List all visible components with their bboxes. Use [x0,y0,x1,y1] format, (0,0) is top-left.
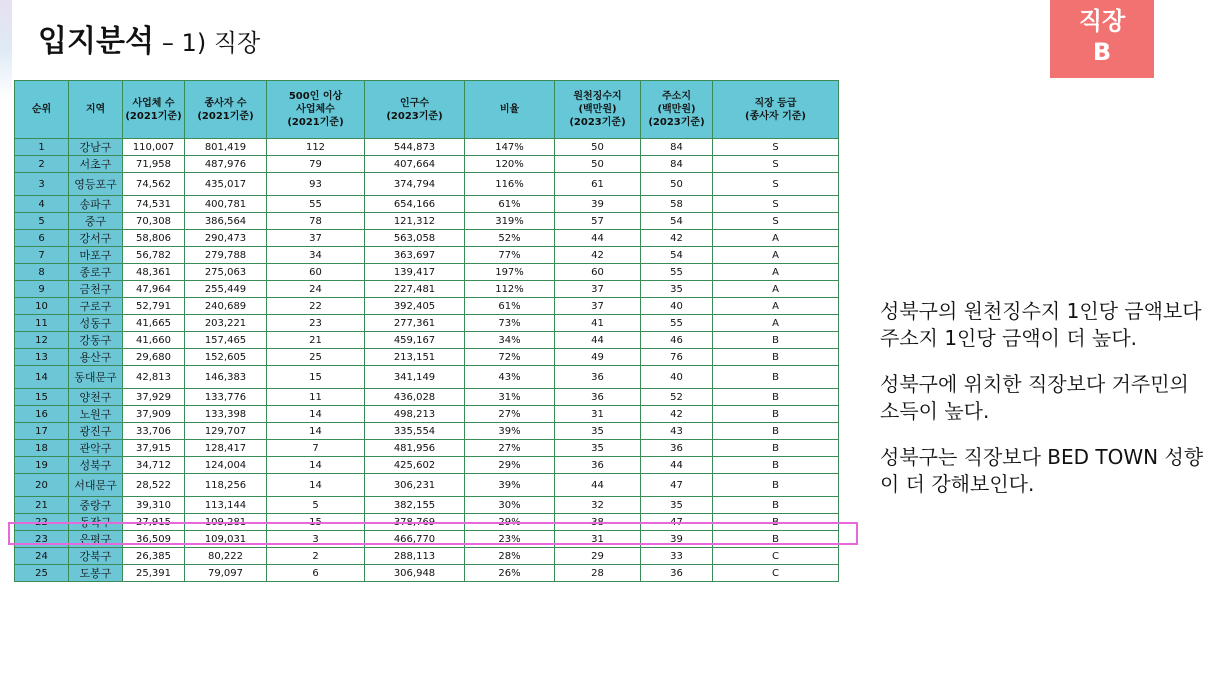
cell-job-grade: B [713,366,839,389]
cell-population: 139,417 [365,264,465,281]
cell-businesses: 47,964 [123,281,185,298]
cell-large-businesses: 2 [267,548,365,565]
cell-ratio: 52% [465,230,555,247]
cell-population: 544,873 [365,139,465,156]
cell-region: 양천구 [69,389,123,406]
cell-large-businesses: 112 [267,139,365,156]
table-row [15,281,839,298]
cell-residence: 42 [641,230,713,247]
header-businesses: 사업체 수 (2021기준) [123,81,185,139]
cell-ratio: 26% [465,565,555,582]
table-row [15,213,839,230]
table-row [15,156,839,173]
header-employees: 종사자 수 (2021기준) [185,81,267,139]
cell-employees: 152,605 [185,349,267,366]
cell-ratio: 34% [465,332,555,349]
cell-large-businesses: 14 [267,406,365,423]
table-row [15,514,839,531]
cell-job-grade: A [713,247,839,264]
cell-employees: 109,281 [185,514,267,531]
cell-businesses: 74,531 [123,196,185,213]
cell-large-businesses: 14 [267,423,365,440]
cell-job-grade: B [713,514,839,531]
cell-residence: 50 [641,173,713,196]
cell-residence: 44 [641,457,713,474]
cell-rank: 3 [15,173,69,196]
cell-residence: 47 [641,474,713,497]
cell-large-businesses: 60 [267,264,365,281]
cell-population: 288,113 [365,548,465,565]
cell-withholding: 28 [555,565,641,582]
cell-businesses: 56,782 [123,247,185,264]
cell-rank: 15 [15,389,69,406]
cell-employees: 275,063 [185,264,267,281]
cell-population: 378,769 [365,514,465,531]
cell-ratio: 147% [465,139,555,156]
cell-residence: 40 [641,298,713,315]
cell-large-businesses: 15 [267,514,365,531]
header-ratio: 비율 [465,81,555,139]
cell-job-grade: B [713,389,839,406]
cell-large-businesses: 55 [267,196,365,213]
header-withholding: 원천징수지 (백만원) (2023기준) [555,81,641,139]
table-row [15,423,839,440]
cell-region: 노원구 [69,406,123,423]
cell-employees: 487,976 [185,156,267,173]
cell-rank: 4 [15,196,69,213]
cell-withholding: 44 [555,332,641,349]
table-row [15,457,839,474]
table-row [15,389,839,406]
cell-residence: 35 [641,281,713,298]
cell-population: 374,794 [365,173,465,196]
cell-businesses: 70,308 [123,213,185,230]
table-row [15,531,839,548]
header-region: 지역 [69,81,123,139]
cell-job-grade: B [713,440,839,457]
cell-job-grade: C [713,548,839,565]
table-row [15,247,839,264]
cell-job-grade: A [713,298,839,315]
cell-withholding: 35 [555,440,641,457]
cell-ratio: 77% [465,247,555,264]
cell-ratio: 29% [465,457,555,474]
cell-rank: 23 [15,531,69,548]
cell-region: 금천구 [69,281,123,298]
cell-ratio: 27% [465,440,555,457]
table-row [15,332,839,349]
cell-employees: 124,004 [185,457,267,474]
cell-withholding: 37 [555,281,641,298]
cell-employees: 113,144 [185,497,267,514]
cell-employees: 203,221 [185,315,267,332]
cell-businesses: 29,680 [123,349,185,366]
cell-residence: 47 [641,514,713,531]
cell-region: 관악구 [69,440,123,457]
cell-rank: 25 [15,565,69,582]
table-row [15,315,839,332]
cell-job-grade: C [713,565,839,582]
note-2: 성북구에 위치한 직장보다 거주민의 소득이 높다. [880,372,1189,423]
header-job-grade: 직장 등급 (종사자 기준) [713,81,839,139]
cell-job-grade: B [713,423,839,440]
cell-residence: 39 [641,531,713,548]
cell-rank: 13 [15,349,69,366]
cell-employees: 128,417 [185,440,267,457]
cell-large-businesses: 3 [267,531,365,548]
cell-population: 341,149 [365,366,465,389]
cell-withholding: 42 [555,247,641,264]
cell-large-businesses: 15 [267,366,365,389]
cell-population: 213,151 [365,349,465,366]
cell-region: 강동구 [69,332,123,349]
cell-withholding: 57 [555,213,641,230]
cell-residence: 43 [641,423,713,440]
cell-large-businesses: 22 [267,298,365,315]
cell-employees: 133,776 [185,389,267,406]
header-population: 인구수 (2023기준) [365,81,465,139]
cell-withholding: 29 [555,548,641,565]
cell-employees: 146,383 [185,366,267,389]
cell-rank: 18 [15,440,69,457]
cell-region: 도봉구 [69,565,123,582]
cell-withholding: 37 [555,298,641,315]
cell-employees: 133,398 [185,406,267,423]
cell-job-grade: A [713,230,839,247]
cell-population: 121,312 [365,213,465,230]
cell-employees: 400,781 [185,196,267,213]
cell-residence: 40 [641,366,713,389]
note-1: 성북구의 원천징수지 1인당 금액보다 주소지 1인당 금액이 더 높다. [880,299,1202,350]
cell-job-grade: S [713,213,839,230]
cell-residence: 55 [641,315,713,332]
cell-region: 구로구 [69,298,123,315]
cell-withholding: 60 [555,264,641,281]
cell-large-businesses: 78 [267,213,365,230]
header-residence: 주소지 (백만원) (2023기준) [641,81,713,139]
cell-employees: 435,017 [185,173,267,196]
cell-region: 서초구 [69,156,123,173]
cell-businesses: 28,522 [123,474,185,497]
cell-businesses: 41,660 [123,332,185,349]
cell-businesses: 41,665 [123,315,185,332]
cell-region: 성동구 [69,315,123,332]
cell-rank: 5 [15,213,69,230]
cell-residence: 36 [641,565,713,582]
cell-region: 은평구 [69,531,123,548]
cell-job-grade: B [713,457,839,474]
cell-large-businesses: 14 [267,457,365,474]
cell-withholding: 50 [555,139,641,156]
cell-residence: 84 [641,139,713,156]
cell-job-grade: B [713,332,839,349]
cell-employees: 240,689 [185,298,267,315]
cell-rank: 11 [15,315,69,332]
cell-employees: 129,707 [185,423,267,440]
cell-job-grade: S [713,196,839,213]
cell-job-grade: A [713,281,839,298]
cell-rank: 1 [15,139,69,156]
cell-population: 407,664 [365,156,465,173]
cell-population: 459,167 [365,332,465,349]
cell-ratio: 61% [465,298,555,315]
table-row [15,406,839,423]
cell-ratio: 73% [465,315,555,332]
cell-businesses: 74,562 [123,173,185,196]
table-row [15,349,839,366]
cell-region: 종로구 [69,264,123,281]
cell-large-businesses: 5 [267,497,365,514]
header-rank: 순위 [15,81,69,139]
table-row [15,474,839,497]
cell-job-grade: B [713,531,839,548]
cell-rank: 22 [15,514,69,531]
cell-large-businesses: 21 [267,332,365,349]
cell-ratio: 43% [465,366,555,389]
cell-population: 466,770 [365,531,465,548]
cell-rank: 24 [15,548,69,565]
cell-population: 227,481 [365,281,465,298]
table-row [15,565,839,582]
cell-businesses: 25,391 [123,565,185,582]
cell-region: 서대문구 [69,474,123,497]
cell-rank: 17 [15,423,69,440]
cell-withholding: 36 [555,457,641,474]
cell-large-businesses: 14 [267,474,365,497]
cell-population: 563,058 [365,230,465,247]
cell-rank: 8 [15,264,69,281]
cell-large-businesses: 25 [267,349,365,366]
left-accent-decoration [0,0,12,100]
cell-job-grade: B [713,406,839,423]
grade-badge-label: 직장 [1078,7,1126,35]
grade-badge-value: B [1092,38,1112,66]
cell-residence: 33 [641,548,713,565]
cell-withholding: 39 [555,196,641,213]
cell-residence: 36 [641,440,713,457]
cell-ratio: 112% [465,281,555,298]
cell-businesses: 26,385 [123,548,185,565]
cell-businesses: 34,712 [123,457,185,474]
cell-population: 306,948 [365,565,465,582]
cell-region: 성북구 [69,457,123,474]
cell-rank: 20 [15,474,69,497]
cell-withholding: 36 [555,389,641,406]
cell-ratio: 31% [465,389,555,406]
cell-large-businesses: 37 [267,230,365,247]
cell-ratio: 27% [465,406,555,423]
cell-employees: 801,419 [185,139,267,156]
cell-residence: 42 [641,406,713,423]
cell-withholding: 49 [555,349,641,366]
cell-region: 마포구 [69,247,123,264]
page-title [38,16,260,60]
cell-large-businesses: 7 [267,440,365,457]
cell-employees: 118,256 [185,474,267,497]
cell-residence: 84 [641,156,713,173]
cell-population: 425,602 [365,457,465,474]
cell-withholding: 35 [555,423,641,440]
cell-population: 363,697 [365,247,465,264]
cell-large-businesses: 11 [267,389,365,406]
cell-job-grade: A [713,264,839,281]
cell-rank: 2 [15,156,69,173]
page-title-main: 입지분석 [38,24,154,59]
cell-large-businesses: 79 [267,156,365,173]
cell-region: 영등포구 [69,173,123,196]
cell-residence: 58 [641,196,713,213]
cell-businesses: 39,310 [123,497,185,514]
cell-withholding: 41 [555,315,641,332]
cell-job-grade: B [713,474,839,497]
table-row [15,264,839,281]
cell-businesses: 42,813 [123,366,185,389]
cell-job-grade: B [713,497,839,514]
cell-residence: 76 [641,349,713,366]
cell-ratio: 39% [465,423,555,440]
cell-ratio: 116% [465,173,555,196]
cell-withholding: 44 [555,474,641,497]
cell-rank: 19 [15,457,69,474]
cell-residence: 54 [641,247,713,264]
analysis-notes [880,298,1210,517]
cell-job-grade: B [713,349,839,366]
table-row [15,440,839,457]
cell-region: 동작구 [69,514,123,531]
cell-employees: 109,031 [185,531,267,548]
note-3: 성북구는 직장보다 BED TOWN 성향이 더 강해보인다. [880,445,1204,496]
cell-ratio: 72% [465,349,555,366]
cell-businesses: 37,929 [123,389,185,406]
cell-population: 306,231 [365,474,465,497]
cell-population: 654,166 [365,196,465,213]
cell-withholding: 50 [555,156,641,173]
cell-region: 광진구 [69,423,123,440]
cell-residence: 35 [641,497,713,514]
cell-large-businesses: 93 [267,173,365,196]
cell-population: 382,155 [365,497,465,514]
cell-employees: 80,222 [185,548,267,565]
cell-rank: 14 [15,366,69,389]
district-job-table [14,80,839,582]
cell-large-businesses: 34 [267,247,365,264]
cell-population: 481,956 [365,440,465,457]
cell-employees: 386,564 [185,213,267,230]
cell-withholding: 31 [555,406,641,423]
table-row [15,230,839,247]
cell-rank: 21 [15,497,69,514]
table-row [15,139,839,156]
cell-region: 강북구 [69,548,123,565]
cell-large-businesses: 6 [267,565,365,582]
cell-large-businesses: 24 [267,281,365,298]
cell-rank: 6 [15,230,69,247]
cell-ratio: 23% [465,531,555,548]
table-row [15,173,839,196]
cell-residence: 52 [641,389,713,406]
cell-rank: 12 [15,332,69,349]
cell-businesses: 33,706 [123,423,185,440]
cell-rank: 16 [15,406,69,423]
cell-population: 392,405 [365,298,465,315]
cell-population: 498,213 [365,406,465,423]
cell-withholding: 32 [555,497,641,514]
cell-large-businesses: 23 [267,315,365,332]
cell-residence: 46 [641,332,713,349]
cell-region: 송파구 [69,196,123,213]
table-row [15,196,839,213]
cell-ratio: 28% [465,548,555,565]
cell-ratio: 61% [465,196,555,213]
cell-region: 중랑구 [69,497,123,514]
cell-employees: 157,465 [185,332,267,349]
table-row [15,548,839,565]
cell-employees: 290,473 [185,230,267,247]
cell-employees: 255,449 [185,281,267,298]
cell-job-grade: S [713,156,839,173]
cell-rank: 10 [15,298,69,315]
cell-businesses: 58,806 [123,230,185,247]
table-row [15,497,839,514]
cell-residence: 55 [641,264,713,281]
cell-region: 강남구 [69,139,123,156]
cell-population: 277,361 [365,315,465,332]
cell-businesses: 37,909 [123,406,185,423]
cell-employees: 279,788 [185,247,267,264]
cell-withholding: 61 [555,173,641,196]
cell-ratio: 30% [465,497,555,514]
cell-rank: 7 [15,247,69,264]
cell-ratio: 39% [465,474,555,497]
cell-region: 용산구 [69,349,123,366]
cell-businesses: 37,915 [123,440,185,457]
cell-withholding: 44 [555,230,641,247]
cell-ratio: 29% [465,514,555,531]
cell-withholding: 36 [555,366,641,389]
cell-job-grade: S [713,173,839,196]
cell-businesses: 110,007 [123,139,185,156]
header-large-businesses: 500인 이상 사업체수 (2021기준) [267,81,365,139]
grade-badge [1050,0,1154,78]
table-row [15,298,839,315]
cell-rank: 9 [15,281,69,298]
page-title-sub: – 1) 직장 [161,29,261,57]
cell-population: 436,028 [365,389,465,406]
cell-businesses: 48,361 [123,264,185,281]
cell-employees: 79,097 [185,565,267,582]
cell-businesses: 27,915 [123,514,185,531]
cell-region: 강서구 [69,230,123,247]
cell-ratio: 197% [465,264,555,281]
cell-businesses: 52,791 [123,298,185,315]
cell-ratio: 319% [465,213,555,230]
cell-businesses: 71,958 [123,156,185,173]
cell-population: 335,554 [365,423,465,440]
cell-region: 동대문구 [69,366,123,389]
cell-withholding: 31 [555,531,641,548]
cell-businesses: 36,509 [123,531,185,548]
cell-residence: 54 [641,213,713,230]
table-header-row [15,81,839,139]
cell-job-grade: A [713,315,839,332]
cell-ratio: 120% [465,156,555,173]
cell-region: 중구 [69,213,123,230]
cell-withholding: 38 [555,514,641,531]
cell-job-grade: S [713,139,839,156]
table-row [15,366,839,389]
